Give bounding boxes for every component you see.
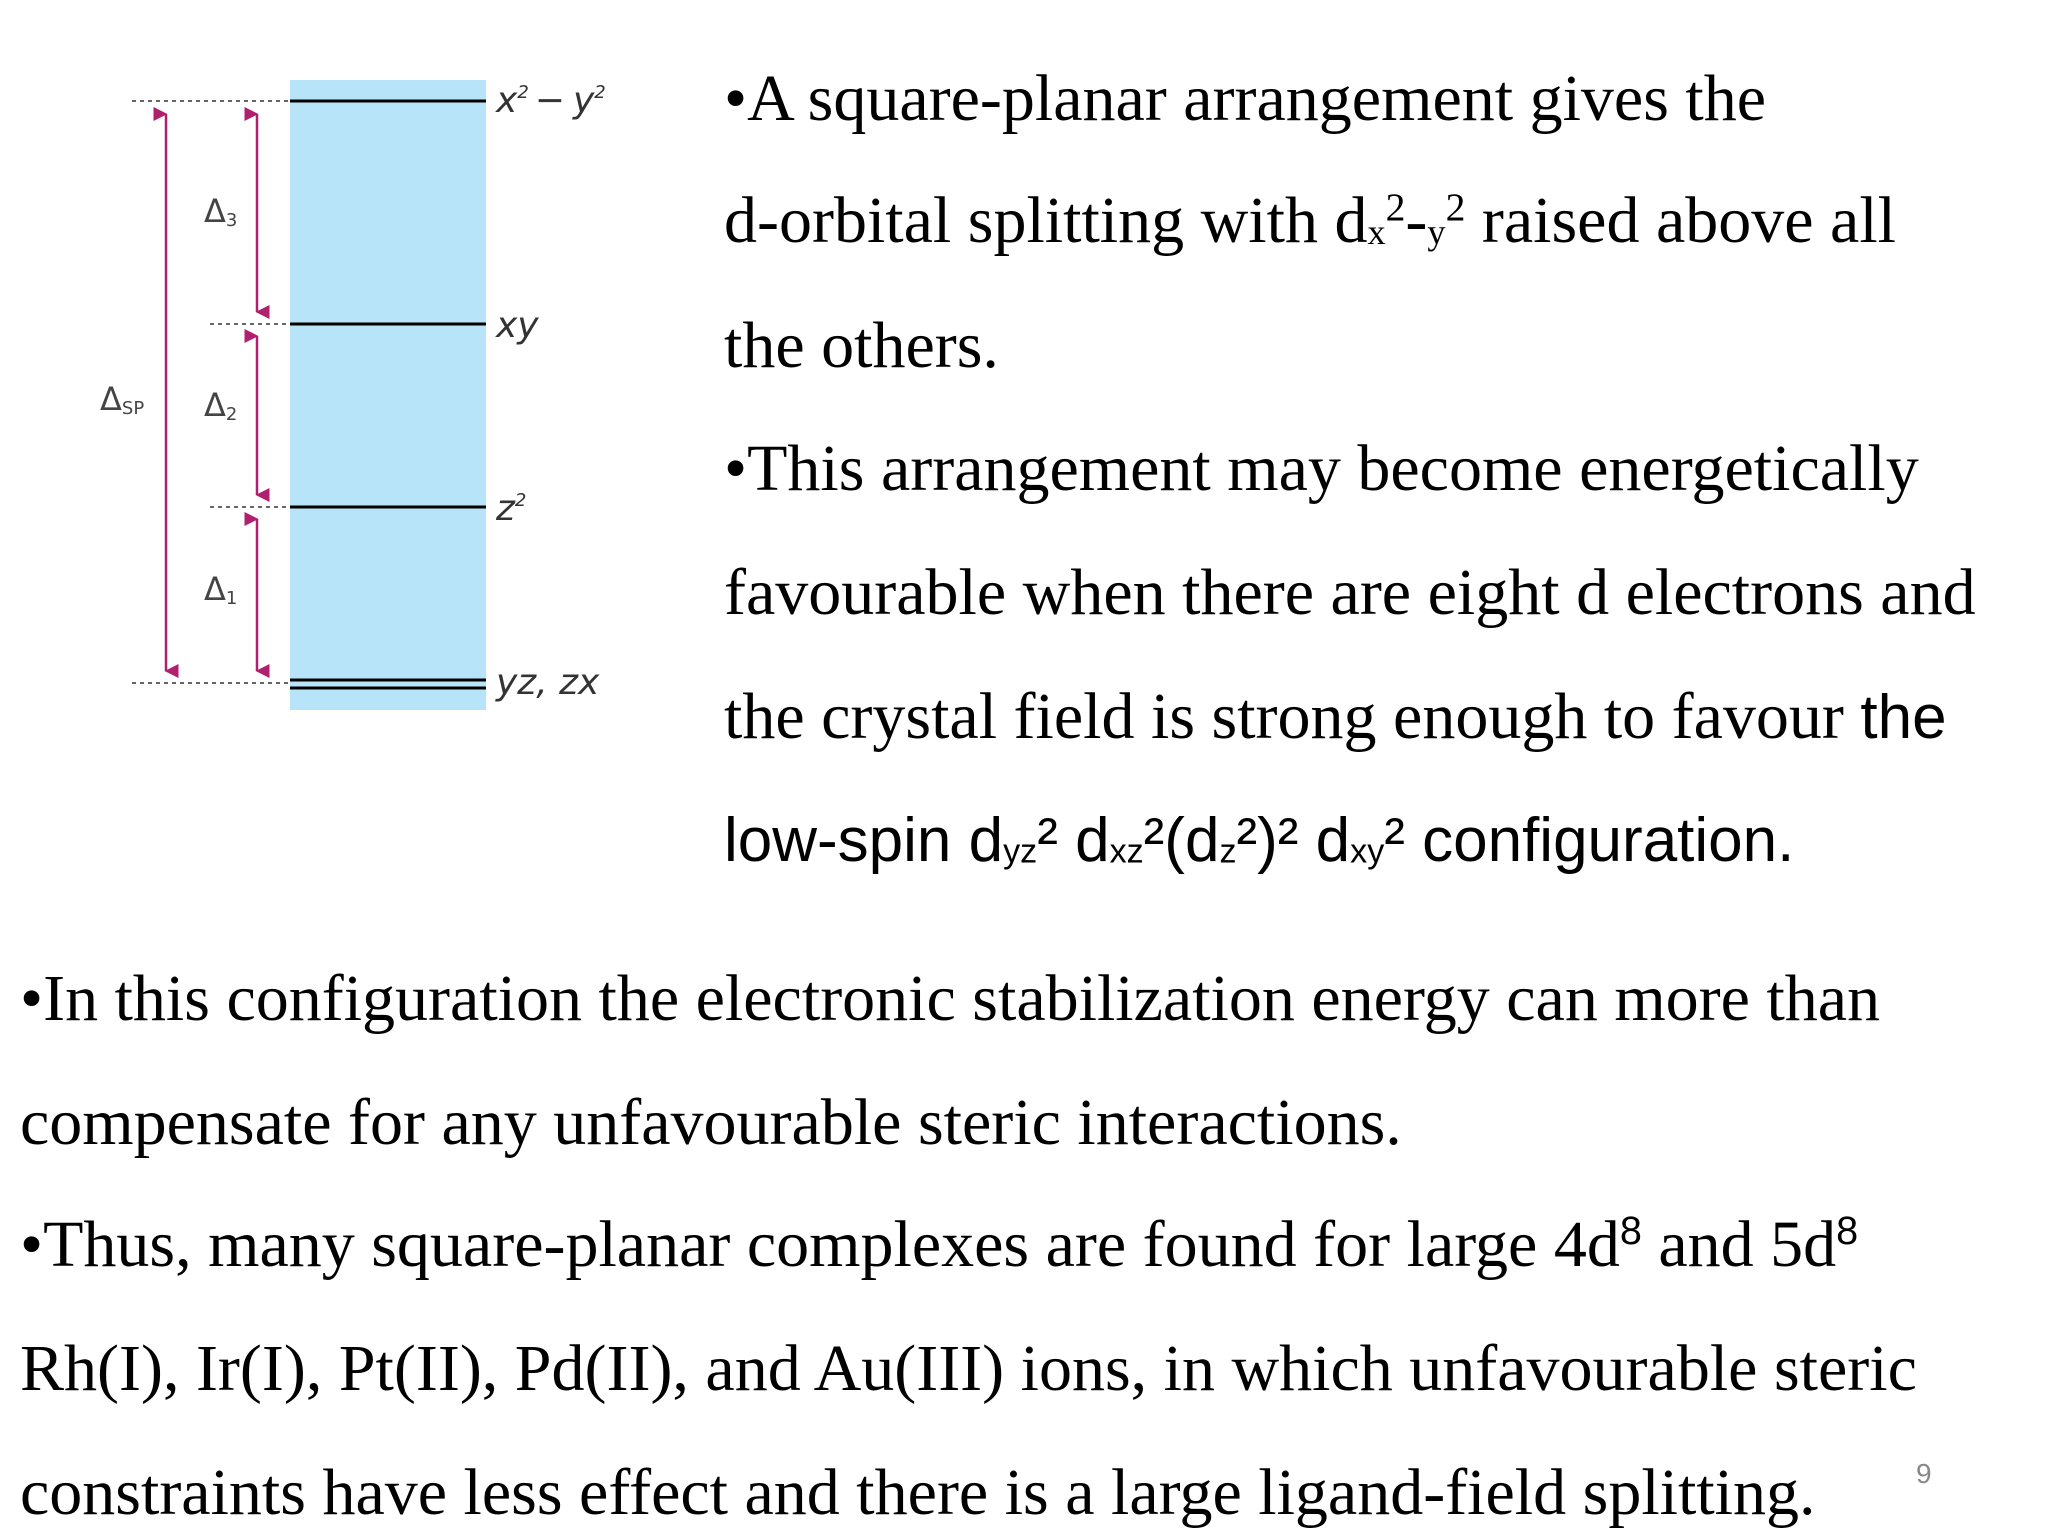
para1-line1: •A square-planar arrangement gives the — [724, 62, 1767, 135]
para3-line2: compensate for any unfavourable steric interactions. — [20, 1086, 1402, 1159]
delta-sp-label: ΔSP — [100, 380, 145, 419]
para4-line2: Rh(I), Ir(I), Pt(II), Pd(II), and Au(III) ions, in which unfavourable steric — [20, 1332, 1917, 1405]
para2-line3: the crystal field is strong enough to favour the — [724, 680, 1947, 753]
orbital-label-xy: xy — [496, 305, 539, 346]
delta-2-label: Δ2 — [204, 386, 238, 425]
para1-line2: d-orbital splitting with $dx^2-y^2$ raised above all — [724, 184, 1897, 257]
para3-line1: •In this configuration the electronic stabilization energy can more than — [20, 962, 1881, 1035]
splitting-svg — [0, 0, 700, 740]
para2-line4: low-spin dyz² dxz²(dz²)² dxy² configuration. — [724, 806, 1795, 875]
para2-line1: •This arrangement may become energetically — [724, 432, 1919, 505]
orbital-label-x2-y2: $x^2 - y^2$ — [496, 80, 606, 121]
delta-1-label: Δ1 — [204, 570, 238, 609]
orbital-label-z2: $z^2$ — [496, 488, 527, 529]
para4-line3: constraints have less effect and there is a large ligand-field splitting. — [20, 1456, 1816, 1529]
para2-line2: favourable when there are eight d electrons and — [724, 556, 1976, 629]
delta-3-label: Δ3 — [204, 192, 238, 231]
para4-line1: •Thus, many square-planar complexes are found for large $4d^8$ and $5d^8$ — [20, 1208, 1859, 1281]
field-region — [290, 80, 486, 710]
orbital-label-yz-zx: yz, zx — [496, 662, 600, 703]
orbital-splitting-diagram — [0, 0, 700, 740]
page-number: 9 — [1916, 1458, 1932, 1489]
para1-line3: the others. — [724, 309, 999, 382]
